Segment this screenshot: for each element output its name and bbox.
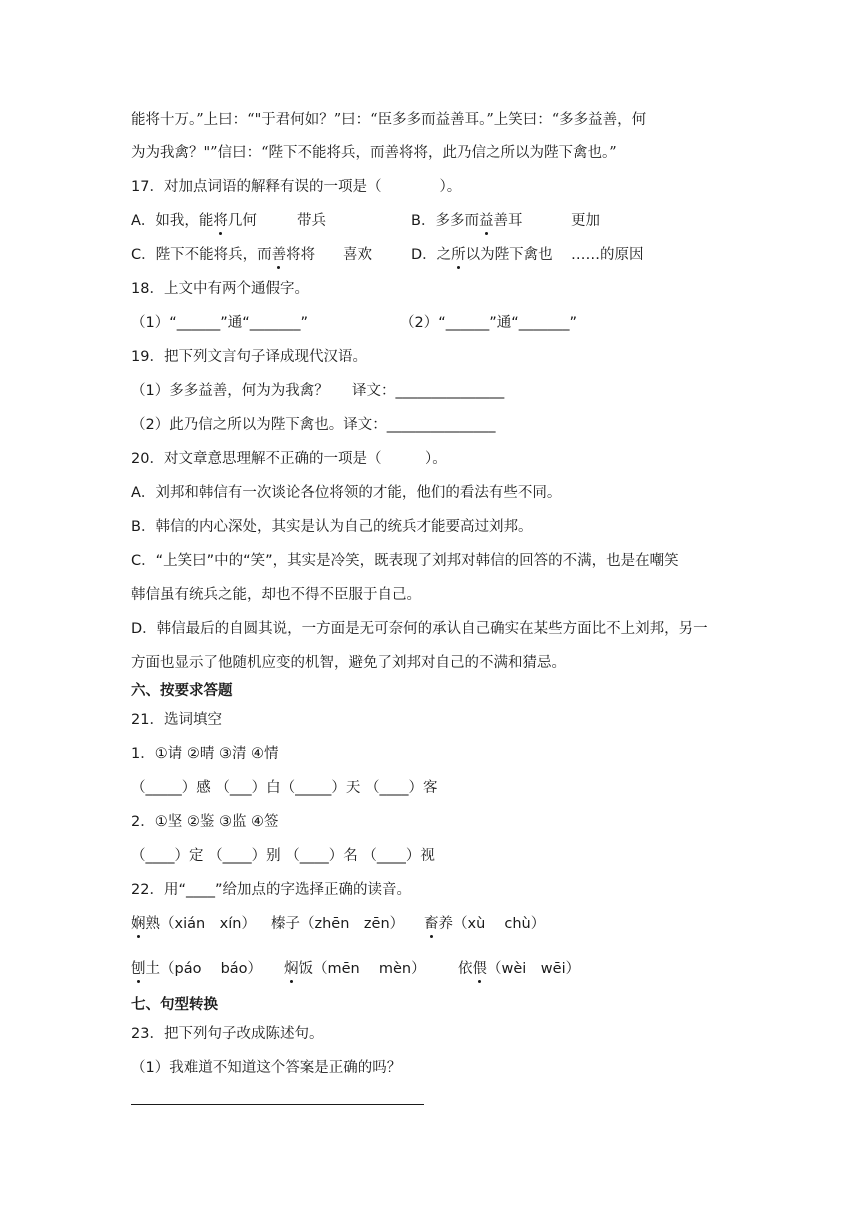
q22-w2-rest: （zhēn zēn） <box>300 916 405 932</box>
q21-group-1-blanks: （_____）感 （___）白（_____）天 （____）客 <box>131 780 438 796</box>
q19-item-2: （2）此乃信之所以为陛下禽也。译文：_______________ <box>131 417 496 433</box>
q20-option-c-line-1: C．“上笑曰”中的“笑”，其实是冷笑，既表现了刘邦对韩信的回答的不满，也是在嘲笑 <box>131 553 679 569</box>
q19-item-1-answer: 译文：_______________ <box>352 383 505 399</box>
q22-w5-rest: 饭（mēn mèn） <box>298 961 426 977</box>
q22-w3-dotted-char: 畜 <box>424 916 439 932</box>
q22-word-4 <box>131 959 262 979</box>
q18-item-1: （1）“______”通“_______” <box>131 315 309 331</box>
question-18-stem: 18．上文中有两个通假字。 <box>131 281 309 297</box>
q17-b-meaning: 更加 <box>571 213 600 229</box>
q20-option-b: B．韩信的内心深处，其实是认为自己的统兵才能要高过刘邦。 <box>131 519 533 535</box>
q22-w6-pre: 依 <box>458 961 473 977</box>
q17-a-label: A．如我，能 <box>131 213 214 229</box>
q17-a-rest: 几何 <box>227 213 257 229</box>
q17-c-meaning: 喜欢 <box>343 247 372 263</box>
q17-a-meaning: 带兵 <box>297 213 326 229</box>
q17-d-rest: 以为陛下禽也 <box>465 247 553 263</box>
q22-word-2 <box>271 914 404 934</box>
passage-line-1: 能将十万。”上曰：“"于君何如？”曰：“臣多多而益善耳。”上笑曰：“多多益善，何 <box>131 112 647 128</box>
q22-word-6 <box>458 959 580 979</box>
q22-word-5 <box>284 959 426 979</box>
q17-b-label: B．多多而 <box>411 213 479 229</box>
q22-w1-dotted-char: 娴 <box>131 916 146 932</box>
q22-word-1 <box>131 914 256 934</box>
question-17-stem: 17．对加点词语的解释有误的一项是（ ）。 <box>131 179 462 195</box>
q17-option-c <box>131 245 315 265</box>
q17-option-b <box>411 211 522 231</box>
question-20-stem: 20．对文章意思理解不正确的一项是（ ）。 <box>131 451 447 467</box>
section-7-heading: 七、句型转换 <box>131 997 218 1013</box>
q22-w6-dotted-char: 偎 <box>472 961 487 977</box>
q17-d-meaning: ……的原因 <box>571 247 644 263</box>
q23-item-1: （1）我难道不知道这个答案是正确的吗？ <box>131 1060 402 1076</box>
q22-w3-rest: 养（xù chù） <box>438 916 546 932</box>
q17-a-dotted-char: 将 <box>213 213 228 229</box>
question-23-stem: 23．把下列句子改成陈述句。 <box>131 1026 324 1042</box>
q22-w4-rest: 土（páo báo） <box>145 961 263 977</box>
q18-item-2: （2）“______”通“_______” <box>400 315 578 331</box>
q20-option-c-line-2: 韩信虽有统兵之能，却也不得不臣服于自己。 <box>131 587 421 603</box>
q22-w2-pre: 榛子 <box>271 916 300 932</box>
q20-option-a: A．刘邦和韩信有一次谈论各位将领的才能，他们的看法有些不同。 <box>131 485 562 501</box>
q22-w4-dotted-char: 刨 <box>131 961 146 977</box>
q21-group-2-blanks: （____）定 （____）别 （____）名 （____）视 <box>131 848 435 864</box>
q17-c-label: C．陛下不能将兵，而 <box>131 247 272 263</box>
q21-group-2-options: 2．①坚 ②鉴 ③监 ④签 <box>131 814 279 830</box>
section-6-heading: 六、按要求答题 <box>131 683 233 699</box>
q17-option-d <box>411 245 553 265</box>
q22-w1-rest: 熟（xián xín） <box>145 916 256 932</box>
q23-answer-line <box>131 1104 424 1105</box>
q20-option-d-line-2: 方面也显示了他随机应变的机智，避免了刘邦对自己的不满和猜忌。 <box>131 655 566 671</box>
q17-d-label: D．之 <box>411 247 452 263</box>
q17-b-dotted-char: 益 <box>478 213 494 229</box>
q19-item-1: （1）多多益善，何为为我禽？ <box>131 383 329 399</box>
question-21-stem: 21．选词填空 <box>131 712 222 728</box>
q21-group-1-options: 1．①请 ②晴 ③清 ④情 <box>131 746 279 762</box>
q17-option-a <box>131 211 257 231</box>
question-19-stem: 19．把下列文言句子译成现代汉语。 <box>131 349 367 365</box>
q22-w5-dotted-char: 焖 <box>284 961 299 977</box>
q20-option-d-line-1: D．韩信最后的自圆其说，一方面是无可奈何的承认自己确实在某些方面比不上刘邦，另一 <box>131 621 708 637</box>
q22-word-3 <box>424 914 545 934</box>
q17-c-dotted-char: 善 <box>271 247 287 263</box>
q17-b-rest: 善耳 <box>493 213 523 229</box>
passage-line-2: 为为我禽？"”信曰：“陛下不能将兵，而善将将，此乃信之所以为陛下禽也。” <box>131 145 617 161</box>
question-22-stem: 22．用“____”给加点的字选择正确的读音。 <box>131 882 411 898</box>
q22-w6-rest: （wèi wēi） <box>487 961 581 977</box>
q17-c-rest: 将将 <box>286 247 316 263</box>
q17-d-dotted-char: 所 <box>451 247 466 263</box>
